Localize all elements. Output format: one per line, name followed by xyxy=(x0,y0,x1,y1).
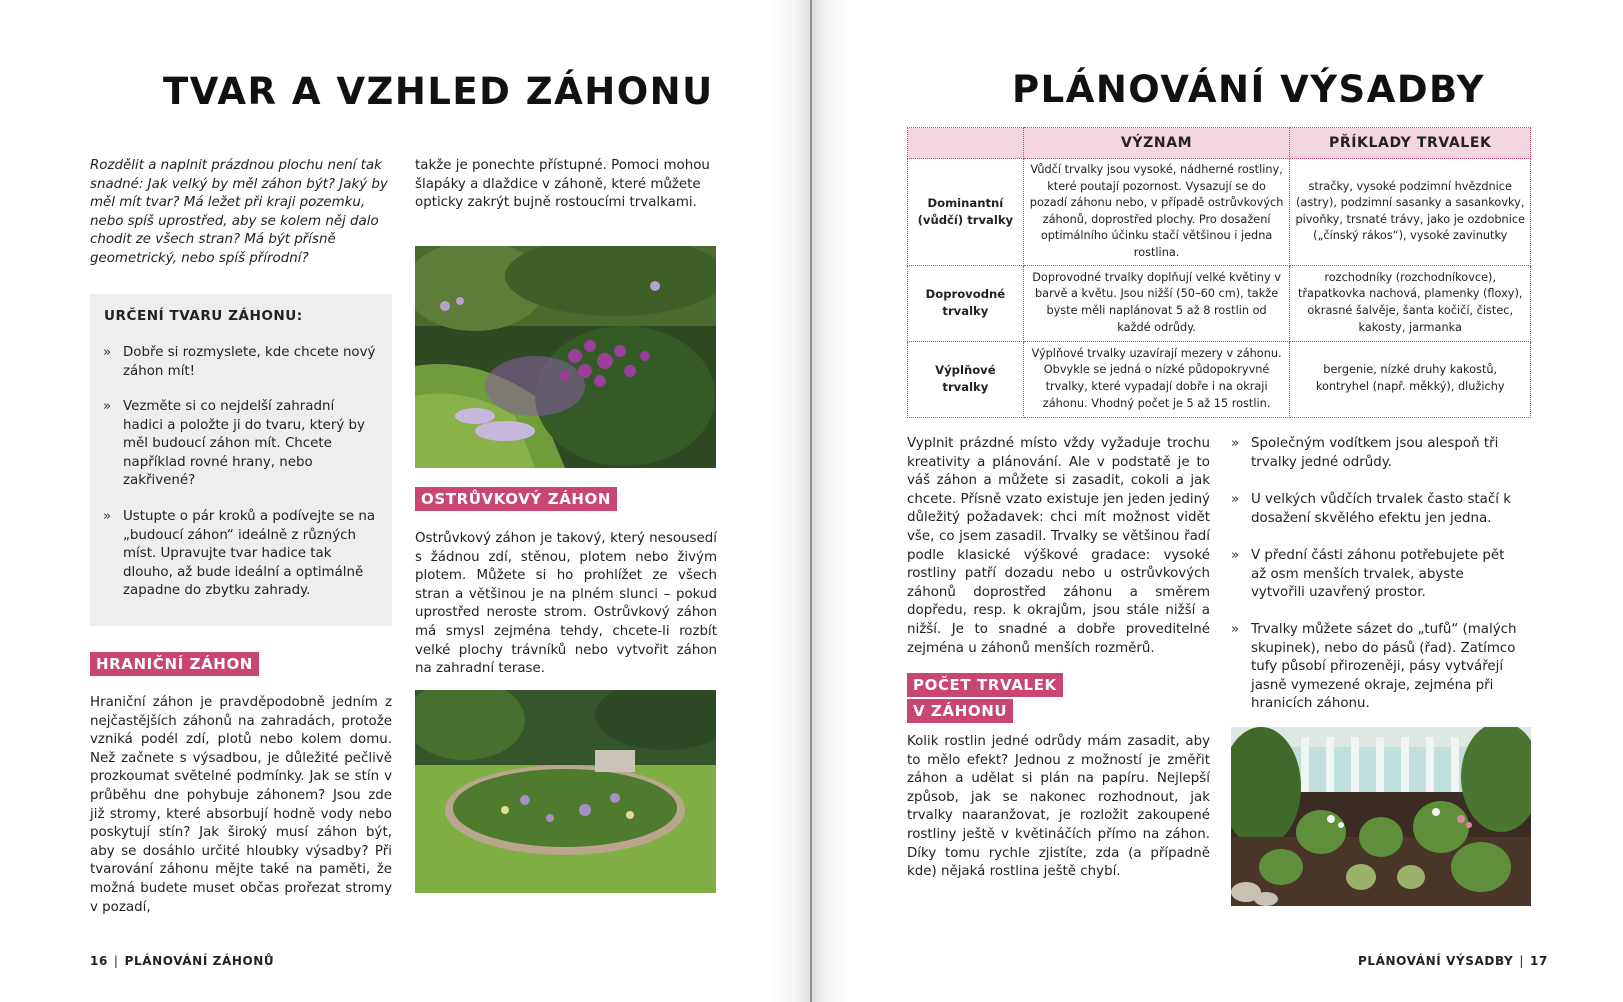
row-name: Doprovodné trvalky xyxy=(908,265,1024,341)
table-row xyxy=(908,341,1531,417)
island-bed-photo xyxy=(415,690,716,893)
gutter-shadow-right xyxy=(811,0,851,1002)
pocet-text: Kolik rostlin jedné odrůdy mám zasadit, aby to mělo efekt? Jednou z možností je změřit záhon a udělat si plán na papíru. Nejlepší způsob, jak se nakonec rozhodnout, jak trvalky naaranžovat, je rozložit zakoupené rostliny ještě v květináčích přímo na záhon. Díky tomu rychle zjistíte, zda (a případně kde) nějaká rostlina ještě chybí. xyxy=(907,734,1210,880)
planting-tip: » Trvalky můžete sázet do „tufů“ (malých skupinek), nebo do pásů (řad). Zatímco tufy působí přirozeněji, pásy vytvářejí jasně vymezené okraje, zejména při hranicích záhonu. xyxy=(1231,622,1517,712)
table-row xyxy=(908,159,1531,266)
tip-box-title: URČENÍ TVARU ZÁHONU: xyxy=(104,308,303,324)
table-header-meaning: VÝZNAM xyxy=(1023,128,1290,159)
left-page-title: TVAR A VZHLED ZÁHONU xyxy=(163,70,714,113)
bullet-mark: » xyxy=(1231,548,1240,563)
footer-section: PLÁNOVÁNÍ ZÁHONŮ xyxy=(124,954,275,968)
bullet-mark: » xyxy=(1231,622,1240,637)
bullet-mark: » xyxy=(1231,492,1240,507)
bullet-mark: » xyxy=(1231,436,1240,451)
ostruvkovy-heading: OSTRŮVKOVÝ ZÁHON xyxy=(415,487,617,511)
flower-bed-photo xyxy=(415,246,716,468)
ostruvkovy-text: Ostrůvkový záhon je takový, který nesousedí s žádnou zdí, stěnou, plotem nebo živým plotem. Můžete si ho prohlížet ze všech stran a většinou je na plném slunci – pokud uprostřed neroste strom. Ostrůvkový záhon má smysl zejména tehdy, chcete-li rozbít velké plochy trávníků nebo vytvořit záhon na zahradní terase. xyxy=(415,531,717,677)
pocet-heading-line2: V ZÁHONU xyxy=(907,699,1013,723)
table-header-examples: PŘÍKLADY TRVALEK xyxy=(1290,128,1531,159)
row-meaning: Vůdčí trvalky jsou vysoké, nádherné rostliny, které poutají pozornost. Vysazují se do pozadí záhonu nebo, v případě ostrůvkových záhonů, doprostřed plochy. Pro dosažení optimálního účinku stačí většinou i jedna rostlina. xyxy=(1023,159,1290,266)
left-page xyxy=(0,0,811,1002)
pocet-heading-line1: POČET TRVALEK xyxy=(907,673,1063,697)
row-name: Výplňové trvalky xyxy=(908,341,1024,417)
footer-separator: | xyxy=(113,954,119,968)
col2-top-text: takže je ponechte přístupné. Pomoci mohou šlapáky a dlaždice v záhoně, které můžete opticky zakrýt bujně rostoucími trvalkami. xyxy=(415,158,710,211)
plant-types-table xyxy=(907,127,1531,418)
page-number: 17 xyxy=(1530,954,1548,968)
right-page-title: PLÁNOVÁNÍ VÝSADBY xyxy=(1012,68,1486,111)
planting-tip: » U velkých vůdčích trvalek často stačí k dosažení skvělého efektu jen jedna. xyxy=(1231,492,1511,526)
row-examples: stračky, vysoké podzimní hvězdnice (astry), podzimní sasanky a sasankovky, pivoňky, trsnaté trávy, jako je ozdobnice („čínský rákos“), vysoké zavinutky xyxy=(1290,159,1531,266)
intro-text: Rozdělit a naplnit prázdnou plochu není tak snadné: Jak velký by měl záhon být? Jaký by měl mít tvar? Má ležet při kraji pozemku, nebo spíš uprostřed, aby se kolem něj dalo chodit ze všech stran? Má být přísně geometrický, nebo spíš přírodní? xyxy=(90,158,388,266)
table-row xyxy=(908,265,1531,341)
bullet-mark: » xyxy=(103,509,112,524)
hranicni-heading: HRANIČNÍ ZÁHON xyxy=(90,652,259,676)
hranicni-text: Hraniční záhon je pravděpodobně jedním z nejčastějších záhonů na zahradách, protože vzniká podél zdí, plotů nebo kolem domu. Než začnete s výsadbou, je důležité pečlivě prozkoumat světelné podmínky. Jak se stín v průběhu dne pohybuje záhonem? Jsou zde již stromy, které absorbují hodně vody nebo poskytují stín? Jak široký musí záhon být, aby se dosáhlo určité hloubky výsadby? Při tvarování záhonu mějte také na paměti, že možná budete muset občas prořezat stromy v pozadí, xyxy=(90,695,392,915)
potted-plants-photo xyxy=(1231,727,1531,906)
tip-box xyxy=(90,294,392,626)
tip-item: » Ustupte o pár kroků a podívejte se na „budoucí záhon“ ideálně z různých míst. Upravujte tvar hadice tak dlouho, až bude ideální a optimálně zapadne do zbytku zahrady. xyxy=(103,509,376,599)
tip-item: » Vezměte si co nejdelší zahradní hadici a položte ji do tvaru, který by měl budoucí záhon mít. Chcete například rovné hrany, nebo zakřivené? xyxy=(103,399,365,489)
bullet-mark: » xyxy=(103,345,112,360)
table-header-row xyxy=(908,128,1531,159)
gutter-shadow-left xyxy=(770,0,811,1002)
footer-section: PLÁNOVÁNÍ VÝSADBY xyxy=(1358,954,1514,968)
planting-intro-text: Vyplnit prázdné místo vždy vyžaduje trochu kreativity a plánování. Ale v podstatě je to váš záhon a můžete si zasadit, cokoli a jak chcete. Přísně vzato existuje jen jeden jediný důležitý požadavek: chci mít možnost vidět vše, co jsem zasadil. Trvalky se většinou řadí podle klasické výškové gradace: vysoké rostliny patří dozadu nebo u ostrůvkových záhonů doprostřed záhonu a směrem dopředu, resp. k okrajům, jsou stále nižší a nižší. Je to snadné a dobře proveditelné zejména u záhonů menších rozměrů. xyxy=(907,436,1210,656)
left-footer xyxy=(90,954,274,968)
row-name: Dominantní (vůdčí) trvalky xyxy=(908,159,1024,266)
planting-tip: » V přední části záhonu potřebujete pět až osm menších trvalek, abyste vytvořili uzavřený prostor. xyxy=(1231,548,1505,601)
row-meaning: Doprovodné trvalky doplňují velké květiny v barvě a květu. Jsou nižší (50–60 cm), takže byste měli naplánovat 5 až 8 rostlin od každé odrůdy. xyxy=(1023,265,1290,341)
right-footer xyxy=(1358,954,1548,968)
bullet-mark: » xyxy=(103,399,112,414)
page-number: 16 xyxy=(90,954,108,968)
row-examples: bergenie, nízké druhy kakostů, kontryhel (např. měkký), dlužichy xyxy=(1290,341,1531,417)
planting-tip: » Společným vodítkem jsou alespoň tři trvalky jedné odrůdy. xyxy=(1231,436,1499,470)
page-fold xyxy=(810,0,812,1002)
tip-item: » Dobře si rozmyslete, kde chcete nový záhon mít! xyxy=(103,345,376,379)
table-header-empty xyxy=(908,128,1024,159)
row-examples: rozchodníky (rozchodníkovce), třapatkovka nachová, plamenky (floxy), okrasné šalvěje, šanta kočičí, čistec, kakosty, jarmanka xyxy=(1290,265,1531,341)
footer-separator: | xyxy=(1519,954,1524,968)
row-meaning: Výplňové trvalky uzavírají mezery v záhonu. Obvykle se jedná o nízké půdopokryvné trvalky, které vypadají dobře i na okraji záhonu. Vhodný počet je 5 až 15 rostlin. xyxy=(1023,341,1290,417)
